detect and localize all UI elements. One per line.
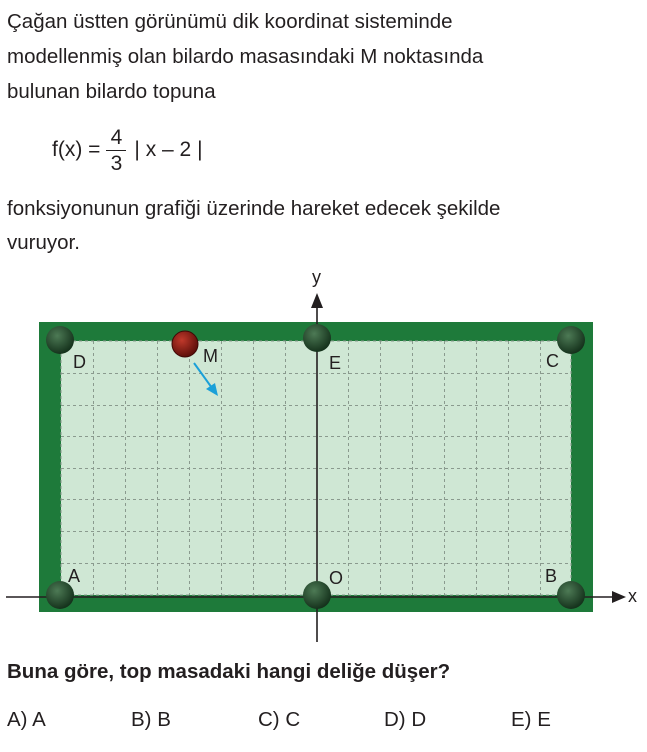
option-a[interactable]: A) A	[7, 708, 46, 731]
intro-line: modellenmiş olan bilardo masasındaki M noktasında	[7, 45, 484, 68]
label-origin-o: O	[329, 568, 344, 588]
billiard-table-figure	[0, 262, 647, 647]
formula-abs-value: | x – 2 |	[134, 138, 203, 161]
label-pocket-e: E	[329, 353, 342, 373]
pocket-e	[303, 324, 331, 352]
pocket-b	[557, 581, 585, 609]
intro-line: Çağan üstten görünümü dik koordinat sisteminde	[7, 10, 453, 33]
question-text: Buna göre, top masadaki hangi deliğe düşer?	[7, 660, 451, 683]
ball-m	[172, 331, 198, 357]
formula-fraction	[106, 125, 126, 176]
label-point-m: M	[203, 346, 218, 366]
option-e[interactable]: E) E	[511, 708, 551, 731]
description-line: vuruyor.	[7, 231, 80, 254]
pocket-o	[303, 581, 331, 609]
description-line: fonksiyonunun grafiği üzerinde hareket edecek şekilde	[7, 197, 501, 220]
intro-text	[7, 4, 637, 109]
label-pocket-d: D	[73, 352, 86, 372]
label-pocket-a: A	[68, 566, 81, 586]
formula-denominator: 3	[110, 151, 123, 175]
intro-line: bulunan bilardo topuna	[7, 80, 216, 103]
option-c[interactable]: C) C	[258, 708, 301, 731]
formula-lhs: f(x) =	[52, 138, 101, 161]
label-y-axis: y	[312, 267, 321, 287]
pocket-d	[46, 326, 74, 354]
formula-numerator: 4	[110, 125, 123, 149]
label-x-axis: x	[628, 586, 637, 606]
label-pocket-c: C	[546, 351, 559, 371]
option-d[interactable]: D) D	[384, 708, 427, 731]
pocket-c	[557, 326, 585, 354]
answer-options	[0, 708, 647, 738]
x-axis-arrow	[612, 591, 626, 603]
y-axis-arrow	[311, 293, 323, 308]
description-text	[7, 192, 637, 260]
label-pocket-b: B	[545, 566, 558, 586]
function-formula	[52, 118, 203, 182]
option-b[interactable]: B) B	[131, 708, 171, 731]
